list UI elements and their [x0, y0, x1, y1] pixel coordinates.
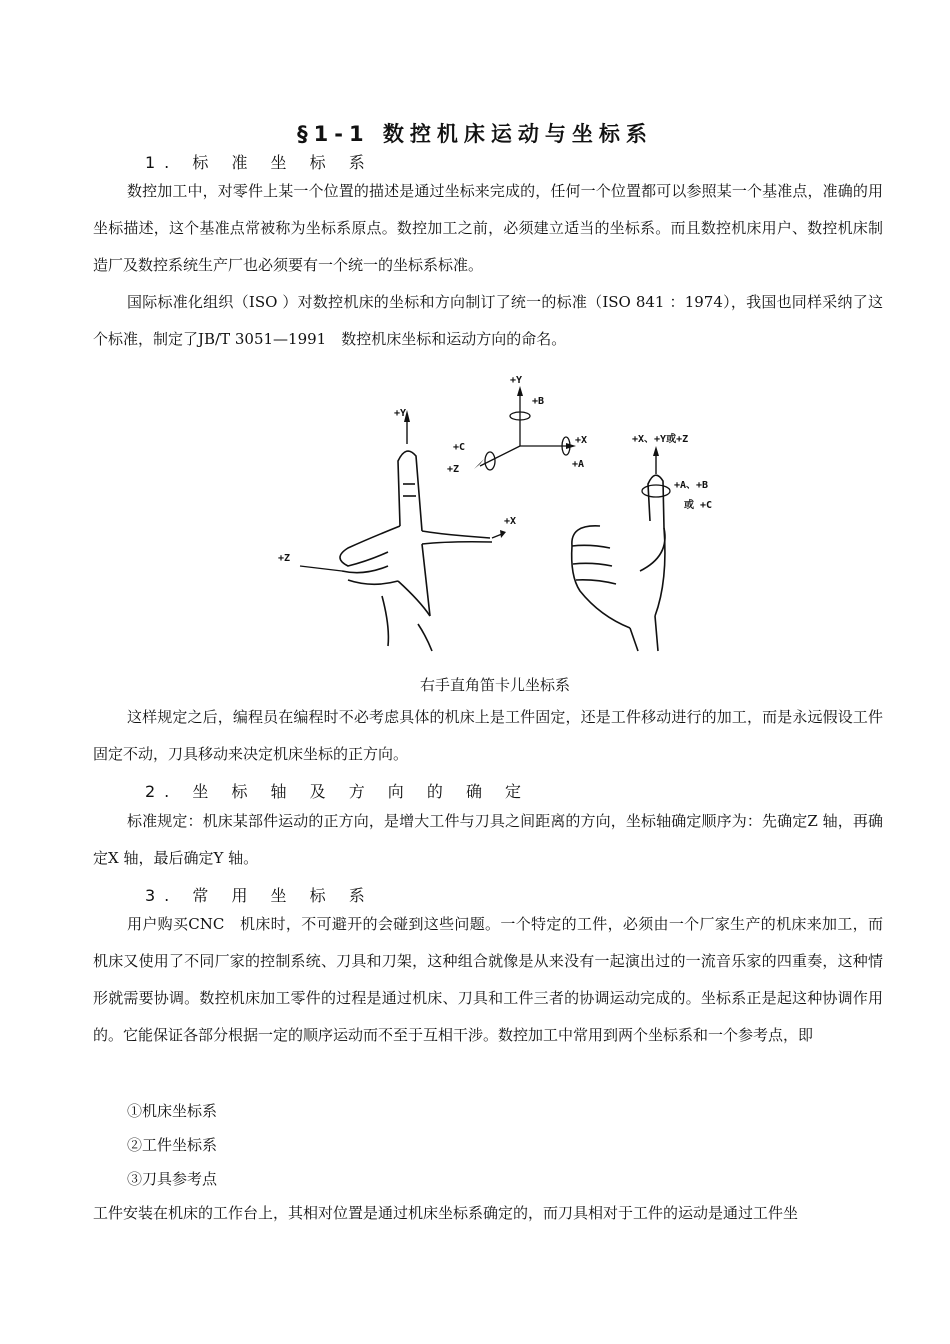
paragraph-3: 这样规定之后，编程员在编程时不必考虑具体的机床上是工件固定，还是工件移动进行的加工，而是永远假设工件固定不动，刀具移动来决定机床坐标的正方向。 [93, 708, 883, 763]
right-hand-drawing [572, 475, 665, 651]
label-plus-a: +A [572, 459, 585, 470]
axis-triad-drawing [480, 391, 570, 470]
left-hand-drawing [340, 451, 492, 651]
last-line: 工件安装在机床的工作台上，其相对位置是通过机床坐标系确定的，而刀具相对于工件的运动是通过工件坐 [93, 1204, 799, 1222]
paragraph-5: 用户购买CNC 机床时，不可避开的会碰到这些问题。一个特定的工件，必须由一个厂家生产的机床来加工，而机床又使用了不同厂家的控制系统、刀具和刀架，这种组合就像是从来没有一起演出过的一流音乐家的四重奏，这种情形就需要协调。数控机床加工零件的过程是通过机床、刀具和工件三者的协调运动完成的。坐标系正是起这种协调作用的。它能保证各部分根据一定的顺序运动而不至于互相干涉。数控加工中常用到两个坐标系和一个参考点，即 [93, 915, 883, 1044]
label-plus-y-axis: +Y [510, 375, 523, 386]
label-plus-x-hand: +X [504, 516, 517, 527]
paragraph-2: 国际标准化组织（ISO ）对数控机床的坐标和方向制订了统一的标准（ISO 841 ：1974），我国也同样采纳了这个标准，制定了JB/T 3051—1991 数控机床坐标和运动方向的命名。 [93, 293, 883, 348]
figure-caption: 右手直角笛卡儿坐标系 [419, 676, 570, 694]
paragraph-1: 数控加工中，对零件上某一个位置的描述是通过坐标来完成的，任何一个位置都可以参照某一个基准点，准确的用坐标描述，这个基准点常被称为坐标系原点。数控加工之前，必须建立适当的坐标系。而且数控机床用户、数控机床制造厂及数控系统生产厂也必须要有一个统一的坐标系标准。 [93, 182, 883, 274]
label-plus-z-hand: +Z [278, 553, 291, 564]
list-item: ③刀具参考点 [127, 1170, 218, 1188]
label-plus-z-axis: +Z [447, 464, 460, 475]
label-plus-x-axis: +X [575, 435, 588, 446]
section-heading-2: 2. 坐 标 轴 及 方 向 的 确 定 [145, 782, 531, 801]
section-heading-3: 3. 常 用 坐 标 系 [145, 886, 374, 905]
list-item: ②工件坐标系 [127, 1136, 218, 1154]
page-title: §1-1 数控机床运动与坐标系 [297, 122, 653, 146]
right-hand-coordinate-figure [270, 366, 740, 656]
label-a-b: +A、+B [674, 480, 709, 491]
label-or-c: 或 +C [684, 500, 713, 511]
label-plus-b: +B [532, 396, 545, 407]
section-heading-1: 1. 标 准 坐 标 系 [145, 153, 374, 172]
paragraph-4: 标准规定：机床某部件运动的正方向，是增大工件与刀具之间距离的方向，坐标轴确定顺序为：先确定Z 轴，再确定X 轴，最后确定Y 轴。 [93, 812, 883, 867]
label-plus-y-hand: +Y [394, 408, 407, 419]
label-xyz-or: +X、+Y或+Z [632, 434, 689, 445]
label-plus-c: +C [453, 442, 466, 453]
list-item: ①机床坐标系 [127, 1102, 218, 1120]
